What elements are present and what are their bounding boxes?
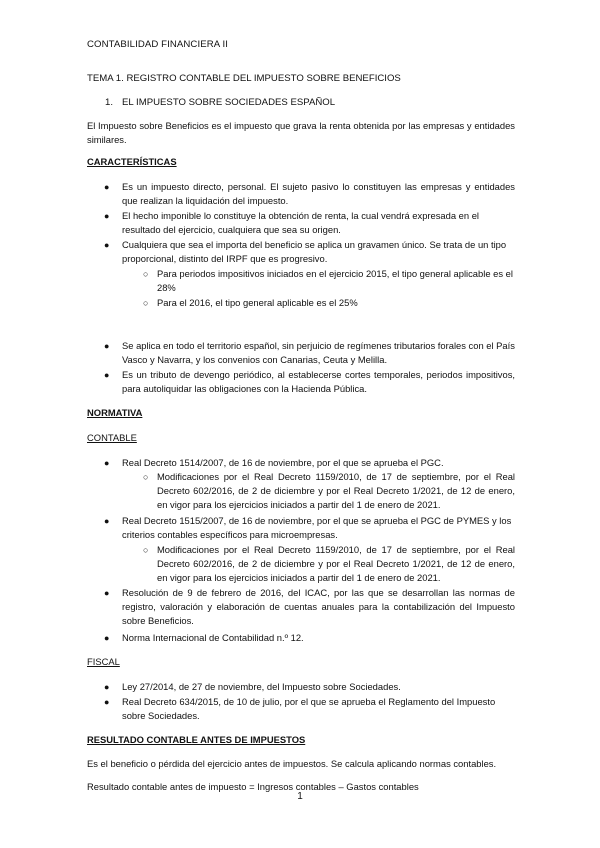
- fiscal-label: FISCAL: [87, 656, 120, 667]
- list-item: ● Resolución de 9 de febrero de 2016, del ICAC, por las que se desarrollan las normas de registro, valoración y elaboración de cuentas anuales para la contabilización del Impuesto sobre Beneficios.: [104, 587, 515, 627]
- section-number: 1.: [105, 97, 114, 108]
- circle-bullet-icon: ○: [143, 472, 149, 482]
- list-item: ● Ley 27/2014, de 27 de noviembre, del Impuesto sobre Sociedades.: [122, 680, 515, 694]
- sub-list-item: ○ Para el 2016, el tipo general aplicable es el 25%: [157, 296, 515, 310]
- list-item: ● Real Decreto 1515/2007, de 16 de noviembre, por el que se aprueba el PGC de PYMES y los criterios contables específicos para microempresas.: [104, 515, 512, 541]
- page-header: CONTABILIDAD FINANCIERA II: [87, 39, 229, 50]
- resultado-heading: RESULTADO CONTABLE ANTES DE IMPUESTOS: [87, 734, 306, 745]
- list-item: ● Es un impuesto directo, personal. El sujeto pasivo lo constituyen las empresas y entidades que realizan la liquidación del impuesto.: [104, 181, 515, 207]
- bullet-icon: ●: [104, 458, 110, 468]
- bullet-icon: ●: [104, 697, 110, 707]
- contable-label: CONTABLE: [87, 432, 137, 443]
- section-heading: [105, 97, 335, 108]
- resultado-formula: Resultado contable antes de impuesto = Ingresos contables – Gastos contables: [87, 781, 419, 792]
- list-item: ● Real Decreto 1514/2007, de 16 de noviembre, por el que se aprueba el PGC.: [122, 456, 515, 470]
- page-number: 1: [297, 791, 303, 802]
- list-item: ● Cualquiera que sea el importa del beneficio se aplica un gravamen único. Se trata de un tipo proporcional, distinto del IRPF que es progresivo.: [104, 239, 507, 265]
- intro-paragraph: El Impuesto sobre Beneficios es el impuesto que grava la renta obtenida por las empresas y entidades similares.: [87, 120, 515, 146]
- list-item: ● Norma Internacional de Contabilidad n.º 12.: [122, 631, 515, 645]
- bullet-icon: ●: [104, 588, 110, 598]
- bullet-icon: ●: [104, 240, 110, 250]
- sub-list-item: ○ Modificaciones por el Real Decreto 1159/2010, de 17 de septiembre, por el Real Decreto 602/2016, de 2 de diciembre y por el Real Decreto 1/2021, de 12 de enero, en vigor para los ejercicios iniciados a partir del 1 de enero de 2021.: [143, 544, 515, 584]
- bullet-icon: ●: [104, 341, 110, 351]
- section-label: EL IMPUESTO SOBRE SOCIEDADES ESPAÑOL: [122, 97, 336, 108]
- circle-bullet-icon: ○: [143, 298, 149, 308]
- circle-bullet-icon: ○: [143, 545, 149, 555]
- circle-bullet-icon: ○: [143, 269, 149, 279]
- list-item: ● El hecho imponible lo constituye la obtención de renta, la cual vendrá expresada en el resultado del ejercicio, cualquiera que sea su origen.: [104, 210, 480, 236]
- list-item: ● Es un tributo de devengo periódico, al establecerse cortes temporales, periodos impositivos, para autoliquidar las obligaciones con la Hacienda Pública.: [104, 369, 515, 395]
- bullet-icon: ●: [104, 182, 110, 192]
- caracteristicas-heading: CARACTERÍSTICAS: [87, 156, 177, 167]
- document-title: TEMA 1. REGISTRO CONTABLE DEL IMPUESTO SOBRE BENEFICIOS: [87, 73, 401, 84]
- bullet-icon: ●: [104, 370, 110, 380]
- resultado-paragraph: Es el beneficio o pérdida del ejercicio antes de impuestos. Se calcula aplicando normas contables.: [87, 758, 497, 769]
- list-item: ● Se aplica en todo el territorio español, sin perjuicio de regímenes tributarios forales con el País Vasco y Navarra, y los convenios con Canarias, Ceuta y Melilla.: [104, 340, 515, 366]
- normativa-heading: NORMATIVA: [87, 407, 143, 418]
- sub-list-item: ○ Para periodos impositivos iniciados en el ejercicio 2015, el tipo general aplicable es el 28%: [143, 268, 513, 294]
- sub-list-item: ○ Modificaciones por el Real Decreto 1159/2010, de 17 de septiembre, por el Real Decreto 602/2016, de 2 de diciembre y por el Real Decreto 1/2021, de 12 de enero, en vigor para los ejercicios iniciados a partir del 1 de enero de 2021.: [143, 471, 515, 511]
- bullet-icon: ●: [104, 682, 110, 692]
- bullet-icon: ●: [104, 633, 110, 643]
- bullet-icon: ●: [104, 516, 110, 526]
- bullet-icon: ●: [104, 211, 110, 221]
- list-item: ● Real Decreto 634/2015, de 10 de julio, por el que se aprueba el Reglamento del Impuesto sobre Sociedades.: [104, 696, 496, 722]
